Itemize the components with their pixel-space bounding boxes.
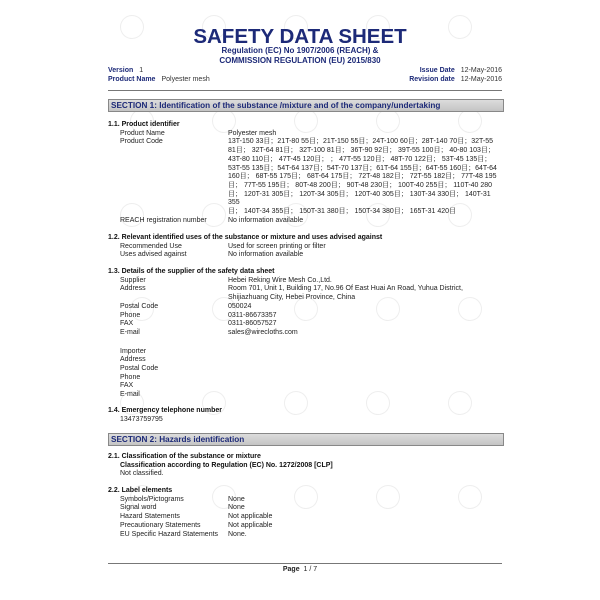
product-identifier-block bbox=[108, 121, 502, 225]
value: Used for screen printing or filter bbox=[228, 242, 326, 250]
header-divider bbox=[108, 90, 502, 91]
classification-subheading: Classification according to Regulation (EC) No. 1272/2008 [CLP] bbox=[120, 461, 333, 469]
product-code-line: 13T-150 33目；21T-80 55目；21T-150 55目；24T-100 60目；28T-140 70目；32T-55 bbox=[228, 138, 493, 146]
label-elements-block bbox=[108, 487, 502, 539]
product-code-line: 目； 140T-34 355目； 150T-31 380目； 150T-34 380目； 165T-31 420目 bbox=[228, 208, 457, 216]
section-1-header: SECTION 1: Identification of the substance /mixture and of the company/undertaking bbox=[108, 99, 504, 112]
uses-block bbox=[108, 234, 502, 260]
value: None bbox=[228, 495, 245, 503]
revision-date-label: Revision date bbox=[409, 76, 455, 83]
address-value bbox=[228, 285, 502, 302]
label: Product Name bbox=[120, 129, 165, 137]
supplier-block bbox=[108, 268, 502, 400]
label-elements-heading: 2.2. Label elements bbox=[108, 487, 173, 494]
importer-label: Phone bbox=[120, 373, 141, 381]
uses-heading: 1.2. Relevant identified uses of the substance or mixture and uses advised against bbox=[108, 234, 383, 241]
importer-label: Address bbox=[120, 356, 146, 364]
page-indicator bbox=[0, 566, 600, 575]
label: EU Specific Hazard Statements bbox=[120, 530, 219, 538]
supplier-heading: 1.3. Details of the supplier of the safety data sheet bbox=[108, 268, 275, 275]
label: Precautionary Statements bbox=[120, 521, 201, 529]
value: Not applicable bbox=[228, 521, 273, 529]
product-code-line: 53T-55 135目；54T-64 137目；54T-70 137目；61T-64 155目；64T-55 160目；64T-64 bbox=[228, 164, 497, 172]
revision-date-value: 12-May-2016 bbox=[460, 76, 502, 83]
emergency-block bbox=[108, 407, 502, 424]
classification-value: Not classified. bbox=[120, 470, 164, 478]
address-line: Room 701, Unit 1, Building 17, No.96 Of East Huai An Road, Yuhua District, bbox=[228, 285, 463, 293]
issue-date-label: Issue Date bbox=[419, 67, 455, 74]
label: Phone bbox=[120, 311, 141, 319]
label: Postal Code bbox=[120, 302, 159, 310]
label: FAX bbox=[120, 320, 134, 328]
product-code-line: 81目； 32T-64 81目； 32T-100 81目； 36T-90 92目； 39T-55 100目； 40-80 103目； bbox=[228, 147, 495, 155]
product-code-line: 目； 77T-55 195目； 80T-48 200目； 90T-48 230目； 100T-40 255目； 110T-40 280 bbox=[228, 181, 493, 189]
product-name-value: Polyester mesh bbox=[161, 76, 210, 83]
importer-label: FAX bbox=[120, 382, 134, 390]
issue-date-value: 12-May-2016 bbox=[460, 67, 502, 74]
value: Hebei Reking Wire Mesh Co.,Ltd. bbox=[228, 276, 332, 284]
value: No information available bbox=[228, 216, 304, 224]
label: Uses advised against bbox=[120, 251, 187, 259]
importer-label: Postal Code bbox=[120, 365, 159, 373]
address-line: Shijiazhuang City, Hebei Province, China bbox=[228, 294, 356, 302]
value: Not applicable bbox=[228, 513, 273, 521]
value: None bbox=[228, 504, 245, 512]
document-title: SAFETY DATA SHEET bbox=[193, 25, 407, 48]
product-code-line: 160目； 68T-55 175目； 68T-64 175目； 72T-48 182目； 72T-55 182目； 77T-48 195 bbox=[228, 173, 497, 181]
classification-heading: 2.1. Classification of the substance or mixture bbox=[108, 453, 261, 460]
label: E-mail bbox=[120, 328, 140, 336]
revision-date-line bbox=[409, 76, 502, 85]
product-code-line: 目； 120T-31 305目； 120T-34 305目； 120T-40 305目； 130T-34 330目； 140T-31 355 bbox=[228, 190, 491, 207]
regulation-subtitle: Regulation (EC) No 1907/2006 (REACH) & bbox=[221, 46, 379, 55]
version-line bbox=[108, 67, 143, 76]
product-identifier-heading: 1.1. Product identifier bbox=[108, 121, 180, 128]
importer-label: E-mail bbox=[120, 391, 140, 399]
email-link[interactable]: sales@wirecloths.com bbox=[228, 328, 298, 336]
label: Address bbox=[120, 285, 146, 293]
product-code-list bbox=[228, 138, 502, 216]
issue-date-line bbox=[420, 67, 502, 76]
importer-label: Importer bbox=[120, 347, 147, 355]
product-code-line: 43T-80 110目； 47T-45 120目； ； 47T-55 120目； 48T-70 122目； 53T-45 135目； bbox=[228, 155, 492, 163]
version-value: 1 bbox=[139, 67, 144, 74]
section-2-header: SECTION 2: Hazards identification bbox=[108, 433, 504, 446]
emergency-heading: 1.4. Emergency telephone number bbox=[108, 407, 222, 414]
product-name-line bbox=[108, 76, 210, 85]
classification-block bbox=[108, 453, 502, 479]
label: REACH registration number bbox=[120, 216, 207, 224]
value: 0311-86057527 bbox=[228, 320, 277, 328]
version-label: Version bbox=[108, 67, 134, 74]
emergency-phone: 13473759795 bbox=[120, 415, 163, 423]
value: No information available bbox=[228, 251, 304, 259]
footer-divider bbox=[108, 563, 502, 564]
label: Hazard Statements bbox=[120, 513, 180, 521]
label: Signal word bbox=[120, 504, 157, 512]
label: Symbols/Pictograms bbox=[120, 495, 184, 503]
value: None. bbox=[228, 530, 247, 538]
label: Recommended Use bbox=[120, 242, 182, 250]
page-value: 1 / 7 bbox=[303, 566, 318, 573]
product-name-label: Product Name bbox=[108, 76, 156, 83]
regulation-subtitle-2: COMMISSION REGULATION (EU) 2015/830 bbox=[219, 56, 381, 65]
value: 0311-86673357 bbox=[228, 311, 277, 319]
label: Product Code bbox=[120, 138, 163, 146]
value: Polyester mesh bbox=[228, 129, 277, 137]
value: 050024 bbox=[228, 302, 252, 310]
page-label: Page bbox=[282, 566, 300, 573]
label: Supplier bbox=[120, 276, 146, 284]
